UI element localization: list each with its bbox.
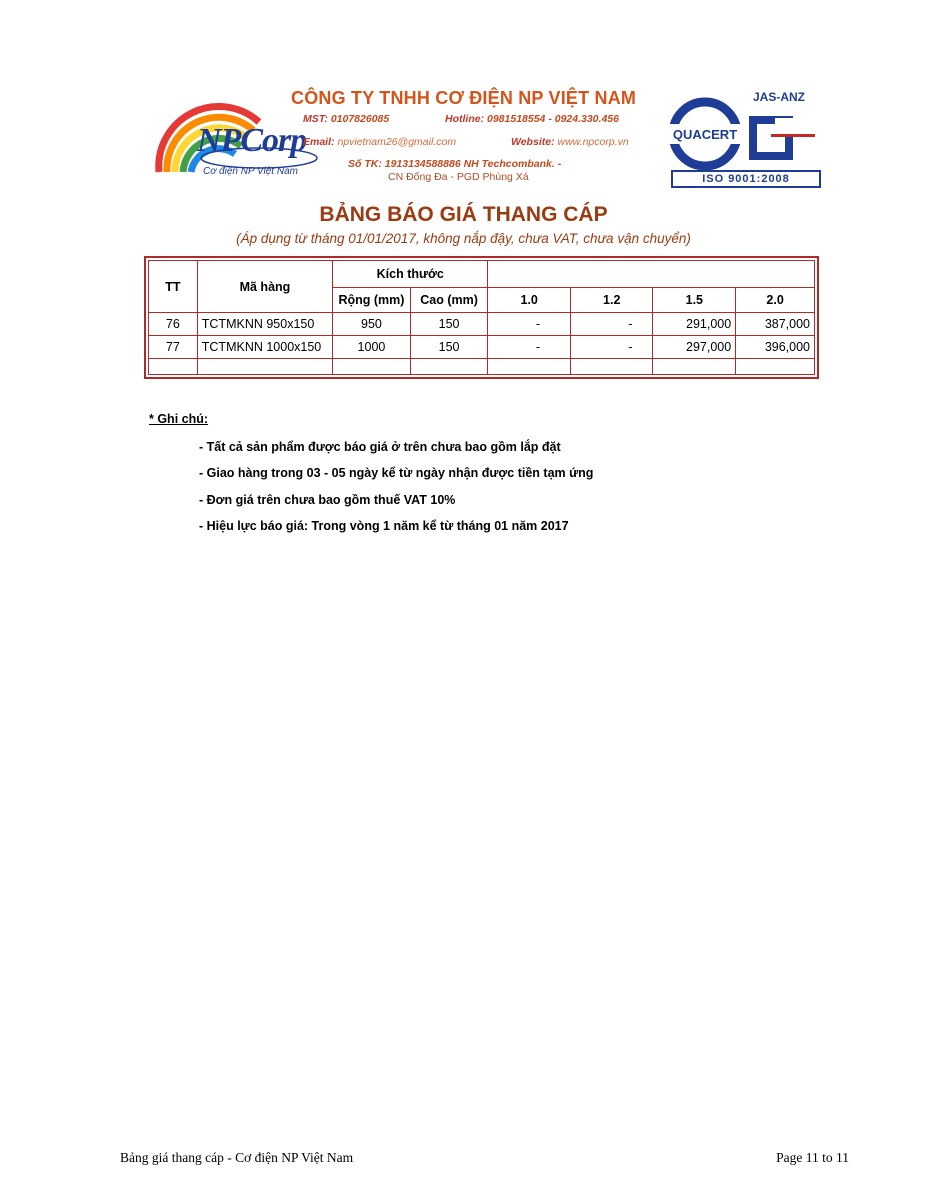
header-t15: 1.5 [653,287,736,313]
header-kich-thuoc: Kích thước [333,261,488,288]
mst-label: MST: [303,113,328,125]
cell-t10: - [488,313,571,336]
bank-account-line1: Số TK: 1913134588886 NH Techcombank. - [348,158,562,170]
cell-t15: 291,000 [653,313,736,336]
header-t20: 2.0 [736,287,815,313]
empty-cell [570,358,652,374]
footer-title: Bảng giá thang cáp - Cơ điện NP Việt Nam [120,1150,354,1165]
mst [303,113,389,125]
table-row [149,313,815,336]
website-label: Website: [511,136,555,148]
empty-cell [653,358,736,374]
header-tt: TT [149,261,198,313]
cell-rong: 1000 [333,335,411,358]
note-item: - Tất cả sản phẩm được báo giá ở trên chưa bao gồm lắp đặt [199,440,561,454]
cell-t20: 387,000 [736,313,815,336]
quacert-logo [667,90,819,186]
hotline [445,113,619,125]
email-label: Email: [303,136,335,148]
empty-cell [410,358,488,374]
cell-t20: 396,000 [736,335,815,358]
cell-rong: 950 [333,313,411,336]
header-t10: 1.0 [488,287,571,313]
note-item: - Hiệu lực báo giá: Trong vòng 1 năm kể từ tháng 01 năm 2017 [199,519,569,533]
header-banner [143,86,819,190]
header-cao: Cao (mm) [410,287,488,313]
iso-label: ISO 9001:2008 [671,170,821,188]
hotline-label: Hotline: [445,113,485,125]
empty-cell [149,358,198,374]
quacert-text: QUACERT [672,127,738,142]
website-value: www.npcorp.vn [557,136,629,148]
note-item: - Đơn giá trên chưa bao gồm thuế VAT 10% [199,493,456,507]
note-item: - Giao hàng trong 03 - 05 ngày kể từ ngày nhận được tiền tạm ứng [199,466,594,480]
cell-cao: 150 [410,335,488,358]
jas-anz-label: JAS-ANZ [753,90,806,104]
table-row [149,335,815,358]
cell-ma-hang: TCTMKNN 950x150 [197,313,332,336]
price-table [144,256,819,379]
email-value: npvietnam26@gmail.com [337,136,457,148]
page-number: Page 11 to 11 [776,1150,849,1165]
header-ma-hang: Mã hàng [197,261,332,313]
page-subtitle: (Áp dụng từ tháng 01/01/2017, không nắp đậy, chưa VAT, chưa vận chuyển) [236,231,691,246]
empty-cell [736,358,815,374]
bank-account-line2: CN Đống Đa - PGD Phùng Xá [388,171,529,183]
cell-tt: 77 [149,335,198,358]
logo-subtext: Cơ điện NP Việt Nam [203,166,298,177]
header-t12: 1.2 [570,287,652,313]
header-rong: Rộng (mm) [333,287,411,313]
cell-t10: - [488,335,571,358]
company-name: CÔNG TY TNHH CƠ ĐIỆN NP VIỆT NAM [291,88,637,108]
cell-t12: - [570,335,652,358]
hotline-value: 0981518554 - 0924.330.456 [487,113,619,125]
email [303,136,456,148]
mst-value: 0107826085 [330,113,390,125]
cell-ma-hang: TCTMKNN 1000x150 [197,335,332,358]
cell-t12: - [570,313,652,336]
cell-tt: 76 [149,313,198,336]
empty-cell [197,358,332,374]
cell-cao: 150 [410,313,488,336]
header-thickness-group [488,261,815,288]
notes-heading: * Ghi chú: [149,412,209,426]
cell-t15: 297,000 [653,335,736,358]
website [511,136,629,148]
empty-cell [333,358,411,374]
page-title: BẢNG BÁO GIÁ THANG CÁP [319,203,608,226]
logo-text: NPCorp [197,122,307,159]
table-row-empty [149,358,815,374]
empty-cell [488,358,571,374]
